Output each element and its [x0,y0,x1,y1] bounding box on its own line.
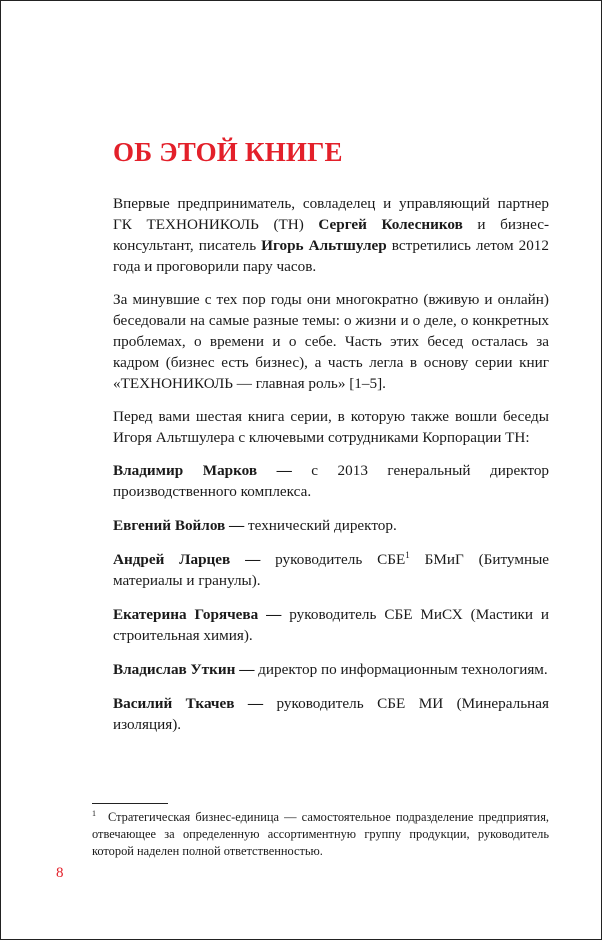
footnote-divider [92,803,168,804]
person-entry: Владимир Марков — с 2013 генеральный директор производственного комплекса. [113,462,550,500]
intro-paragraph-3: Перед вами шестая книга серии, в которую также вошли беседы Игоря Альтшулера с ключевыми сотрудниками Корпорации ТН: [113,408,549,446]
person-entry: Евгений Войлов — технический директор. [113,517,397,534]
person-role: технический директор. [248,517,397,534]
person-name: Евгений Войлов [113,517,226,534]
person-entry: Екатерина Горячева — руководитель СБЕ МиСХ (Мастики и строительная химия). [113,606,550,644]
footnote-number: 1 [92,808,96,818]
intro-paragraph-1: Впервые предприниматель, совладелец и управляющий партнер ГК ТЕХНОНИКОЛЬ (ТН) Сергей Колесников и бизнес-консультант, писатель Игорь Альтшулер встретились летом 2012 года и проговорили пару часов. [113,195,549,275]
name-kolesnikov: Сергей Колесников [318,216,463,233]
person-role: руководитель СБЕ [275,551,406,568]
intro-paragraph-2: За минувшие с тех пор годы они многократно (вживую и онлайн) беседовали на самые разные темы: о жизни и о деле, о конкретных проблемах, о времени и о себе. Часть этих бесед осталась за кадром (бизнес есть бизнес), а часть легла в основу серии книг «ТЕХНОНИКОЛЬ — главная роль» [1–5]. [113,291,549,392]
person-role: с 2013 генеральный директор производственного комплекса. [113,462,550,500]
person-entry: Андрей Ларцев — руководитель СБЕ$^1$ БМиГ (Битумные материалы и гранулы). [113,549,550,589]
person-role: руководитель СБЕ МиСХ (Мастики и строительная химия). [113,606,550,644]
person-role: руководитель СБЕ МИ (Минеральная изоляция). [113,695,549,733]
footnote-ref: 1 [405,549,410,560]
person-entry: Владислав Уткин — директор по информационным технологиям. [113,661,548,678]
chapter-body [113,193,549,748]
page-number: 8 [56,865,64,881]
footnote [92,809,549,860]
name-altshuler: Игорь Альтшулер [261,237,387,254]
person-name: Владислав Уткин [113,661,236,678]
person-name: Екатерина Горячева [113,606,259,623]
person-name: Владимир Марков [113,462,258,479]
person-name: Андрей Ларцев [113,551,231,568]
footnote-text: Стратегическая бизнес-единица — самостоятельное подразделение предприятия, отвечающее за определенную ассортиментную группу продукции, руководитель которой наделен полной ответственностью. [92,810,549,858]
person-entry: Василий Ткачев — руководитель СБЕ МИ (Минеральная изоляция). [113,695,549,733]
person-role: директор по информационным технологиям. [258,661,548,678]
person-name: Василий Ткачев [113,695,235,712]
chapter-title: ОБ ЭТОЙ КНИГЕ [113,137,343,167]
